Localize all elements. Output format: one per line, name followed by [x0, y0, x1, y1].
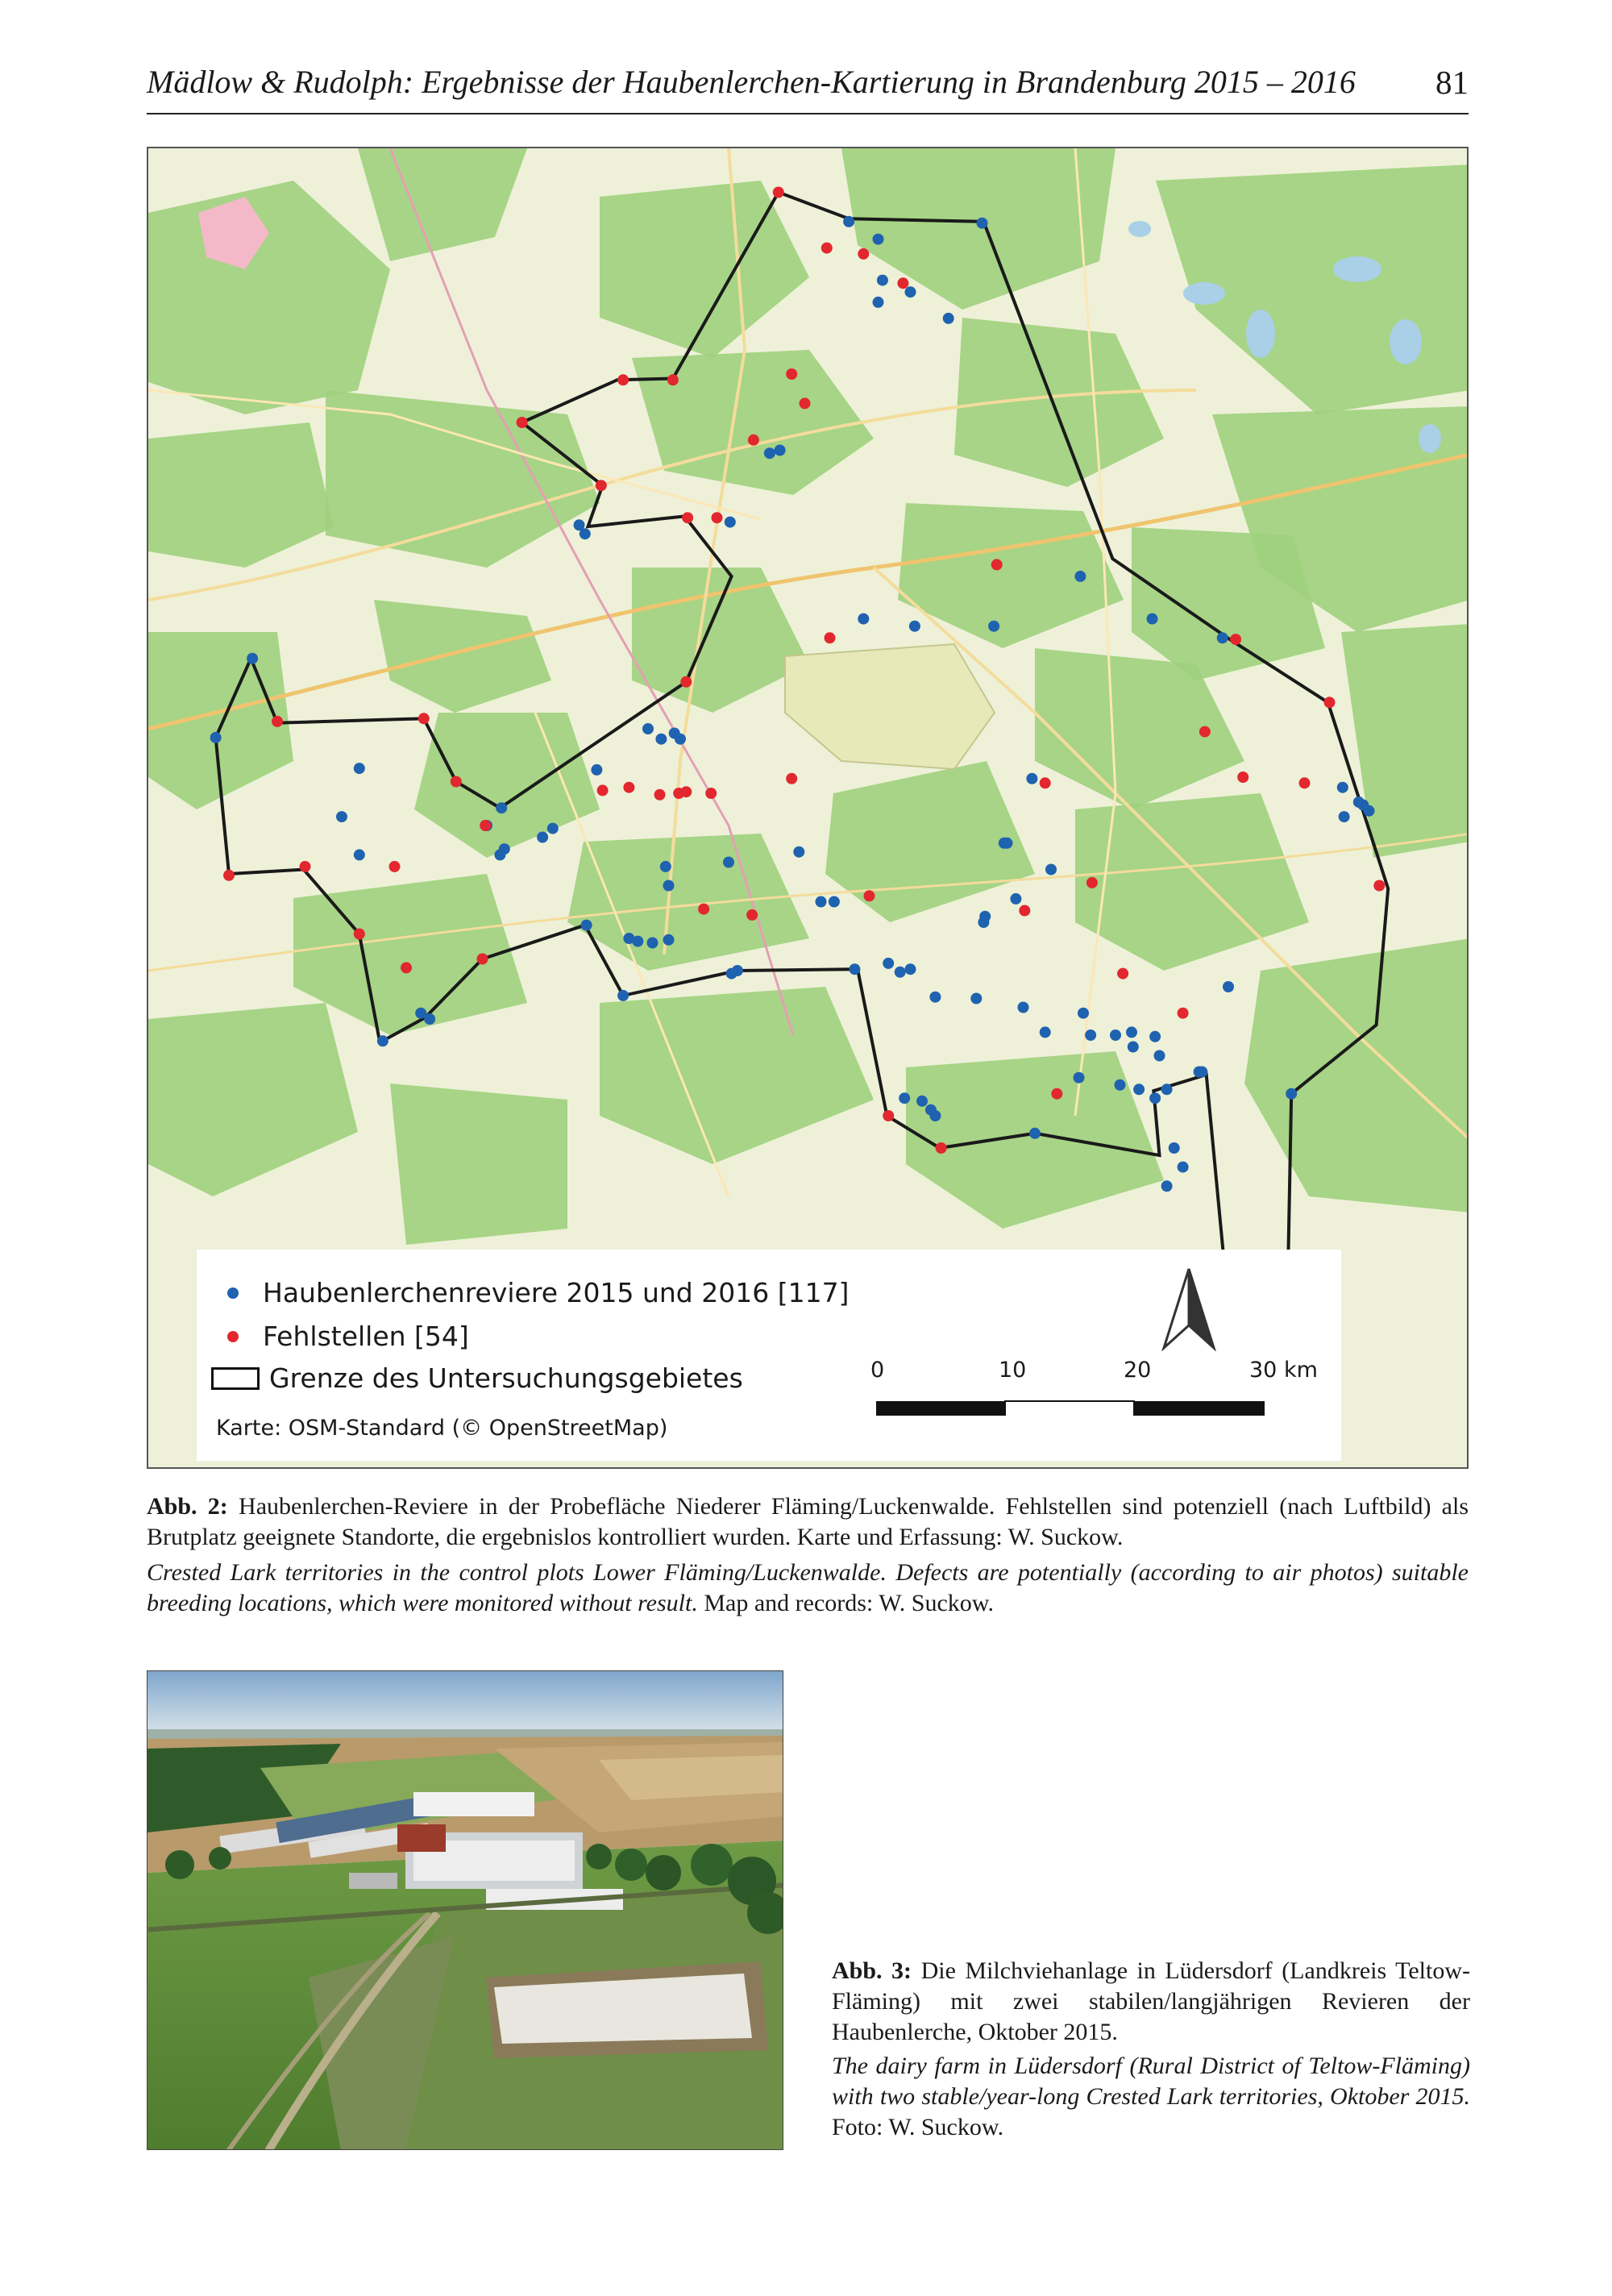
territory-point	[660, 861, 671, 872]
territory-point	[1147, 614, 1158, 625]
territory-point	[1078, 1008, 1089, 1019]
territory-point	[1339, 811, 1350, 822]
territory-point	[1196, 1067, 1207, 1078]
defect-point	[401, 962, 412, 973]
red-dot-icon	[227, 1331, 239, 1342]
defect-point	[1237, 772, 1248, 783]
territory-point	[1337, 782, 1348, 793]
caption3-en: The dairy farm in Lüdersdorf (Rural District of Teltow-Fläming) with two stable/year-long Crested Lark territories, Oktober 2015. Foto: W. Suckow.	[832, 2053, 1470, 2140]
defect-point	[897, 277, 908, 289]
territory-point	[1085, 1029, 1096, 1041]
territory-point	[978, 917, 989, 928]
territory-point	[354, 849, 365, 860]
defect-point	[858, 248, 869, 260]
defect-point	[883, 1110, 894, 1121]
defect-point	[418, 713, 430, 724]
defect-point	[698, 904, 709, 915]
caption3-de: Abb. 3: Die Milchviehanlage in Lüdersdorf (Landkreis Teltow-Fläming) mit zwei stabilen/langjährigen Revieren der Haubenlerche, Oktober 2015.	[832, 1957, 1470, 2045]
defect-point	[746, 909, 758, 921]
legend-item-boundary: Grenze des Untersuchungsgebietes	[211, 1362, 743, 1394]
territory-point	[1018, 1002, 1029, 1013]
map-legend	[197, 1250, 1341, 1461]
defect-point	[1299, 777, 1311, 788]
territory-point	[970, 993, 982, 1004]
defect-point	[389, 861, 401, 872]
lake	[1128, 221, 1151, 237]
territory-point	[210, 732, 222, 743]
defect-point	[673, 788, 684, 799]
defect-point	[821, 243, 833, 254]
territory-point	[877, 275, 888, 286]
territory-point	[1045, 864, 1057, 876]
territory-point	[1010, 893, 1021, 905]
territory-point	[1178, 1162, 1189, 1173]
defect-point	[864, 890, 875, 901]
territory-point	[943, 313, 954, 324]
defect-point	[1117, 968, 1128, 980]
map-source: Karte: OSM-Standard (© OpenStreetMap)	[216, 1416, 668, 1441]
territory-point	[873, 297, 884, 308]
territory-point	[1286, 1088, 1297, 1100]
defect-point	[748, 435, 759, 446]
territory-point	[580, 528, 591, 539]
territory-point	[899, 1092, 910, 1104]
territory-point	[858, 614, 869, 625]
page-header	[147, 63, 1469, 114]
territory-point	[883, 958, 894, 969]
lake	[1183, 282, 1225, 305]
territory-point	[1161, 1180, 1173, 1192]
territory-point	[1074, 571, 1086, 582]
territory-point	[905, 963, 916, 975]
territory-point	[725, 517, 736, 528]
defect-point	[1199, 726, 1211, 738]
forest-area	[390, 1084, 567, 1245]
defect-point	[786, 773, 797, 784]
defect-point	[451, 776, 462, 788]
territory-point	[929, 1110, 941, 1121]
north-arrow-icon	[1161, 1267, 1217, 1351]
defect-point	[1051, 1088, 1062, 1100]
figure-3-caption	[832, 1956, 1470, 2146]
territory-point	[675, 734, 686, 745]
defect-point	[596, 480, 607, 491]
scale-tick-30: 30 km	[1249, 1358, 1318, 1383]
page-number: 81	[1435, 64, 1469, 101]
territory-point	[988, 621, 999, 632]
territory-point	[726, 968, 737, 980]
territory-point	[905, 286, 916, 297]
territory-point	[895, 967, 906, 978]
lake	[1333, 256, 1381, 282]
running-title: Mädlow & Rudolph: Ergebnisse der Haubenlerchen-Kartierung in Brandenburg 2015 – 2016	[147, 64, 1356, 100]
territory-point	[829, 896, 840, 908]
defect-point	[1178, 1008, 1189, 1019]
figure-3-photo	[147, 1670, 783, 2150]
territory-point	[377, 1035, 388, 1046]
territory-point	[1133, 1084, 1145, 1095]
territory-point	[1154, 1050, 1165, 1062]
territory-point	[496, 802, 507, 813]
defect-point	[477, 954, 488, 965]
territory-point	[1149, 1092, 1161, 1104]
boundary-box-icon	[211, 1367, 260, 1390]
territory-point	[1169, 1142, 1180, 1154]
territory-point	[764, 447, 775, 459]
territory-point	[873, 234, 884, 245]
defect-point	[272, 716, 283, 727]
lake	[1419, 424, 1441, 453]
territory-point	[581, 920, 592, 931]
defect-point	[667, 374, 679, 385]
defect-point	[1324, 697, 1336, 708]
figure-2-map	[147, 147, 1469, 1469]
caption-de: Abb. 2: Haubenlerchen-Reviere in der Probefläche Niederer Fläming/Luckenwalde. Fehlstellen sind potenziell (nach Luftbild) als Brutplatz geeignete Standorte, die ergebnislos kontrolliert wurden. Karte und Erfassung: W. Suckow.	[147, 1493, 1469, 1550]
territory-point	[336, 811, 347, 822]
lake	[1246, 310, 1275, 358]
defect-point	[800, 397, 811, 409]
territory-point	[793, 846, 804, 858]
scale-tick-0: 0	[870, 1358, 885, 1383]
defect-point	[1230, 634, 1241, 645]
defect-point	[825, 632, 836, 643]
blue-dot-icon	[227, 1287, 239, 1299]
territory-point	[1149, 1031, 1161, 1042]
territory-point	[1002, 838, 1013, 849]
defect-point	[682, 512, 693, 523]
defect-point	[991, 559, 1003, 570]
territory-point	[1161, 1084, 1173, 1095]
scale-tick-10: 10	[999, 1358, 1027, 1383]
defect-point	[712, 512, 723, 523]
territory-point	[977, 218, 988, 229]
territory-point	[775, 445, 786, 456]
territory-point	[1115, 1079, 1126, 1091]
defect-point	[936, 1142, 947, 1154]
territory-point	[843, 216, 854, 227]
territory-point	[663, 880, 675, 892]
territory-point	[537, 832, 548, 843]
territory-point	[1217, 632, 1228, 643]
territory-point	[642, 723, 654, 734]
defect-point	[480, 820, 491, 831]
territory-point	[354, 763, 365, 774]
territory-point	[1110, 1029, 1121, 1041]
territory-point	[1223, 981, 1234, 992]
defect-point	[1086, 877, 1098, 888]
territory-point	[591, 764, 602, 776]
territory-point	[655, 734, 667, 745]
figure-2-caption	[147, 1491, 1469, 1619]
defect-point	[1019, 905, 1030, 917]
defect-point	[223, 870, 235, 881]
territory-point	[424, 1013, 435, 1025]
territory-point	[909, 621, 920, 632]
dairy-farm-aerial-photo	[147, 1671, 783, 2150]
defect-point	[680, 676, 692, 688]
territory-point	[647, 938, 659, 949]
defect-point	[1373, 880, 1385, 892]
territory-point	[247, 653, 258, 664]
territory-point	[1029, 1128, 1041, 1139]
territory-point	[723, 857, 734, 868]
territory-point	[617, 990, 629, 1001]
territory-point	[929, 992, 941, 1003]
territory-point	[916, 1096, 928, 1107]
defect-point	[654, 789, 666, 801]
defect-point	[773, 187, 784, 198]
defect-point	[623, 782, 634, 793]
legend-item-defects: Fehlstellen [54]	[211, 1321, 469, 1352]
caption-en: Crested Lark territories in the control plots Lower Fläming/Luckenwalde. Defects are potentially (according to air photos) suitable breeding locations, which were monitored without result. Map and records: W. Suckow.	[147, 1559, 1469, 1616]
header-rule	[147, 113, 1469, 114]
territory-point	[1364, 805, 1375, 817]
territory-point	[816, 896, 827, 908]
territory-point	[632, 936, 643, 947]
defect-point	[1040, 777, 1051, 788]
lake	[1390, 319, 1422, 364]
scale-bar	[875, 1400, 1267, 1416]
defect-point	[354, 929, 365, 940]
defect-point	[617, 374, 629, 385]
territory-point	[1126, 1026, 1137, 1038]
territory-point	[547, 823, 559, 834]
territory-point	[494, 849, 505, 860]
defect-point	[517, 417, 528, 428]
scale-tick-20: 20	[1124, 1358, 1152, 1383]
territory-point	[1128, 1042, 1139, 1053]
territory-point	[1026, 773, 1037, 784]
defect-point	[300, 861, 311, 872]
legend-item-territories: Haubenlerchenreviere 2015 und 2016 [117]	[211, 1277, 849, 1308]
territory-point	[1040, 1026, 1051, 1038]
defect-point	[597, 784, 609, 796]
defect-point	[786, 368, 797, 380]
territory-point	[849, 963, 860, 975]
territory-point	[663, 934, 675, 946]
territory-point	[1074, 1072, 1085, 1084]
defect-point	[705, 788, 717, 799]
